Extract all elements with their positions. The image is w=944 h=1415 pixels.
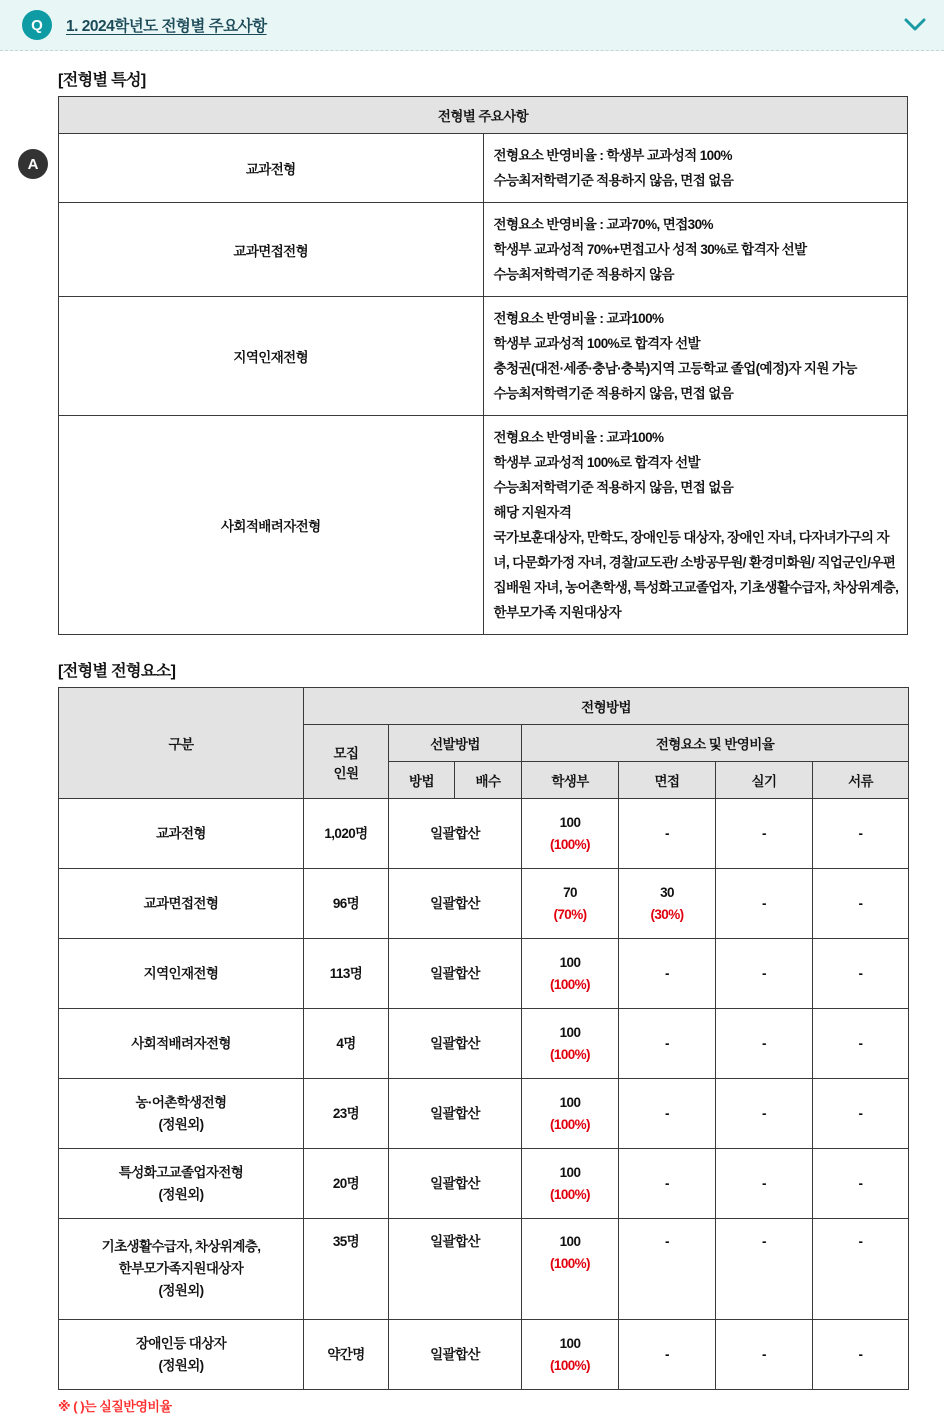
gubun-line: (정원외) (158, 1357, 204, 1373)
row-documents: - (813, 799, 909, 869)
row-practical: - (716, 1219, 813, 1320)
row-quota: 20명 (304, 1149, 389, 1219)
table-row (59, 134, 908, 203)
school-percent: (100%) (550, 1116, 590, 1132)
admission-characteristics-table (58, 96, 908, 635)
row-interview: - (619, 1079, 716, 1149)
table-row (59, 869, 909, 939)
footnote: ※ ( )는 실질반영비율 (58, 1399, 172, 1414)
header-gubun: 구분 (59, 688, 304, 799)
row-practical: - (716, 1149, 813, 1219)
gubun-line: (정원외) (158, 1186, 204, 1202)
header-element-documents: 서류 (813, 762, 909, 799)
table-header-row (59, 688, 909, 725)
row-method: 일괄합산 (389, 1079, 522, 1149)
row-category: 지역인재전형 (59, 297, 484, 416)
school-value: 100 (559, 954, 581, 970)
row-documents: - (813, 1149, 909, 1219)
row-quota: 35명 (304, 1219, 389, 1320)
row-quota: 96명 (304, 869, 389, 939)
row-method: 일괄합산 (389, 1320, 522, 1390)
school-percent: (100%) (550, 836, 590, 852)
row-description (483, 416, 908, 635)
description-line: 전형요소 반영비율 : 교과100% (493, 311, 664, 326)
row-documents: - (813, 1320, 909, 1390)
header-quota-line1: 모집 (333, 745, 359, 761)
header-method-group: 전형방법 (304, 688, 909, 725)
gubun-line: 한부모가족지원대상자 (118, 1261, 244, 1276)
section-title-characteristics: [전형별 특성] (58, 72, 146, 89)
row-gubun (59, 1219, 304, 1320)
school-value: 100 (559, 1234, 581, 1249)
faq-question-title[interactable]: 1. 2024학년도 전형별 주요사항 (66, 18, 267, 35)
faq-answer-body (0, 51, 944, 1415)
row-documents: - (813, 1079, 909, 1149)
table-row (59, 416, 908, 635)
row-interview: - (619, 939, 716, 1009)
gubun-line: 농·어촌학생전형 (135, 1094, 227, 1110)
row-category: 교과면접전형 (59, 203, 484, 297)
school-percent: (100%) (550, 1186, 590, 1202)
row-quota: 1,020명 (304, 799, 389, 869)
row-practical: - (716, 869, 813, 939)
row-category: 사회적배려자전형 (59, 416, 484, 635)
row-description (483, 297, 908, 416)
interview-value: - (665, 825, 669, 841)
row-category: 교과전형 (59, 134, 484, 203)
table-row (59, 1219, 909, 1320)
table-row (59, 1149, 909, 1219)
interview-percent: (30%) (650, 906, 684, 922)
school-value: 100 (559, 1094, 581, 1110)
row-documents: - (813, 1009, 909, 1079)
row-interview (619, 869, 716, 939)
school-percent: (100%) (550, 1256, 590, 1271)
table-row (59, 203, 908, 297)
row-method: 일괄합산 (389, 799, 522, 869)
row-description (483, 203, 908, 297)
row-interview: - (619, 1009, 716, 1079)
row-method: 일괄합산 (389, 869, 522, 939)
row-description (483, 134, 908, 203)
table-row (59, 799, 909, 869)
row-school (522, 1219, 619, 1320)
row-school (522, 799, 619, 869)
header-quota (304, 725, 389, 799)
description-line: 충청권(대전·세종·충남·충북)지역 고등학교 졸업(예정)자 지원 가능 (493, 361, 857, 376)
school-value: 100 (559, 1024, 581, 1040)
row-gubun (59, 939, 304, 1009)
answer-badge: A (18, 149, 48, 179)
description-line: 전형요소 반영비율 : 교과70%, 면접30% (493, 217, 713, 232)
chevron-down-icon[interactable] (902, 12, 928, 38)
school-value: 70 (563, 884, 577, 900)
row-gubun (59, 1149, 304, 1219)
header-selection-multiple: 배수 (455, 762, 522, 799)
row-school (522, 1079, 619, 1149)
table-row (59, 297, 908, 416)
row-gubun (59, 1079, 304, 1149)
header-selection-method: 방법 (389, 762, 455, 799)
row-school (522, 1320, 619, 1390)
row-documents: - (813, 869, 909, 939)
header-element-practical: 실기 (716, 762, 813, 799)
description-line: 수능최저학력기준 적용하지 않음, 면접 없음 (493, 386, 734, 401)
description-line: 해당 지원자격 (493, 505, 572, 520)
gubun-line: 교과면접전형 (143, 895, 219, 911)
description-line: 수능최저학력기준 적용하지 않음, 면접 없음 (493, 480, 734, 495)
row-interview: - (619, 1320, 716, 1390)
row-practical: - (716, 1079, 813, 1149)
row-practical: - (716, 1009, 813, 1079)
gubun-line: 교과전형 (156, 825, 206, 841)
row-quota: 4명 (304, 1009, 389, 1079)
row-interview (619, 799, 716, 869)
row-documents: - (813, 1219, 909, 1320)
school-percent: (100%) (550, 1357, 590, 1373)
row-gubun (59, 1320, 304, 1390)
row-school (522, 1009, 619, 1079)
row-school (522, 1149, 619, 1219)
school-percent: (70%) (553, 906, 587, 922)
school-value: 100 (559, 1164, 581, 1180)
gubun-line: (정원외) (158, 1283, 204, 1298)
description-line: 학생부 교과성적 100%로 합격자 선발 (493, 455, 700, 470)
school-value: 100 (559, 1335, 581, 1351)
gubun-line: 장애인등 대상자 (135, 1335, 227, 1351)
row-method: 일괄합산 (389, 1219, 522, 1320)
description-line: 학생부 교과성적 100%로 합격자 선발 (493, 336, 700, 351)
row-gubun (59, 869, 304, 939)
row-school (522, 869, 619, 939)
header-element-interview: 면접 (619, 762, 716, 799)
row-practical: - (716, 1320, 813, 1390)
description-line: 수능최저학력기준 적용하지 않음, 면접 없음 (493, 173, 734, 188)
school-percent: (100%) (550, 976, 590, 992)
section-title-elements: [전형별 전형요소] (58, 663, 176, 680)
row-method: 일괄합산 (389, 1009, 522, 1079)
row-method: 일괄합산 (389, 939, 522, 1009)
interview-value: 30 (660, 884, 674, 900)
header-elements-group: 전형요소 및 반영비율 (522, 725, 909, 762)
description-line: 전형요소 반영비율 : 교과100% (493, 430, 664, 445)
table-header-row (59, 97, 908, 134)
table-row (59, 1320, 909, 1390)
header-selection-group: 선발방법 (389, 725, 522, 762)
row-practical: - (716, 799, 813, 869)
description-line: 학생부 교과성적 70%+면접고사 성적 30%로 합격자 선발 (493, 242, 807, 257)
admission-elements-table (58, 687, 909, 1390)
school-percent: (100%) (550, 1046, 590, 1062)
row-quota: 113명 (304, 939, 389, 1009)
row-documents: - (813, 939, 909, 1009)
header-element-school: 학생부 (522, 762, 619, 799)
description-line: 수능최저학력기준 적용하지 않음 (493, 267, 674, 282)
header-quota-line2: 인원 (333, 765, 359, 781)
row-gubun (59, 1009, 304, 1079)
row-quota: 약간명 (304, 1320, 389, 1390)
row-interview: - (619, 1219, 716, 1320)
gubun-line: 특성화고교졸업자전형 (118, 1164, 244, 1180)
table-row (59, 1079, 909, 1149)
row-quota: 23명 (304, 1079, 389, 1149)
table-row (59, 1009, 909, 1079)
school-value: 100 (559, 814, 581, 830)
faq-question-header[interactable] (0, 0, 944, 51)
eligibility-list: 국가보훈대상자, 만학도, 장애인등 대상자, 장애인 자녀, 다자녀가구의 자녀, 다문화가정 자녀, 경찰/교도관/ 소방공무원/ 환경미화원/ 직업군인/우편집배원 자녀, 농어촌학생, 특성화고교졸업자, 기초생활수급자, 차상위계층, 한부모가족 지원대상자 (493, 530, 899, 620)
table-header-cell: 전형별 주요사항 (59, 97, 908, 134)
table-row (59, 939, 909, 1009)
row-gubun (59, 799, 304, 869)
row-method: 일괄합산 (389, 1149, 522, 1219)
row-practical: - (716, 939, 813, 1009)
question-badge: Q (22, 10, 52, 40)
gubun-line: 사회적배려자전형 (131, 1035, 231, 1051)
description-line: 전형요소 반영비율 : 학생부 교과성적 100% (493, 148, 732, 163)
gubun-line: 지역인재전형 (143, 965, 219, 981)
gubun-line: (정원외) (158, 1116, 204, 1132)
row-interview: - (619, 1149, 716, 1219)
row-school (522, 939, 619, 1009)
gubun-line: 기초생활수급자, 차상위계층, (101, 1239, 261, 1254)
